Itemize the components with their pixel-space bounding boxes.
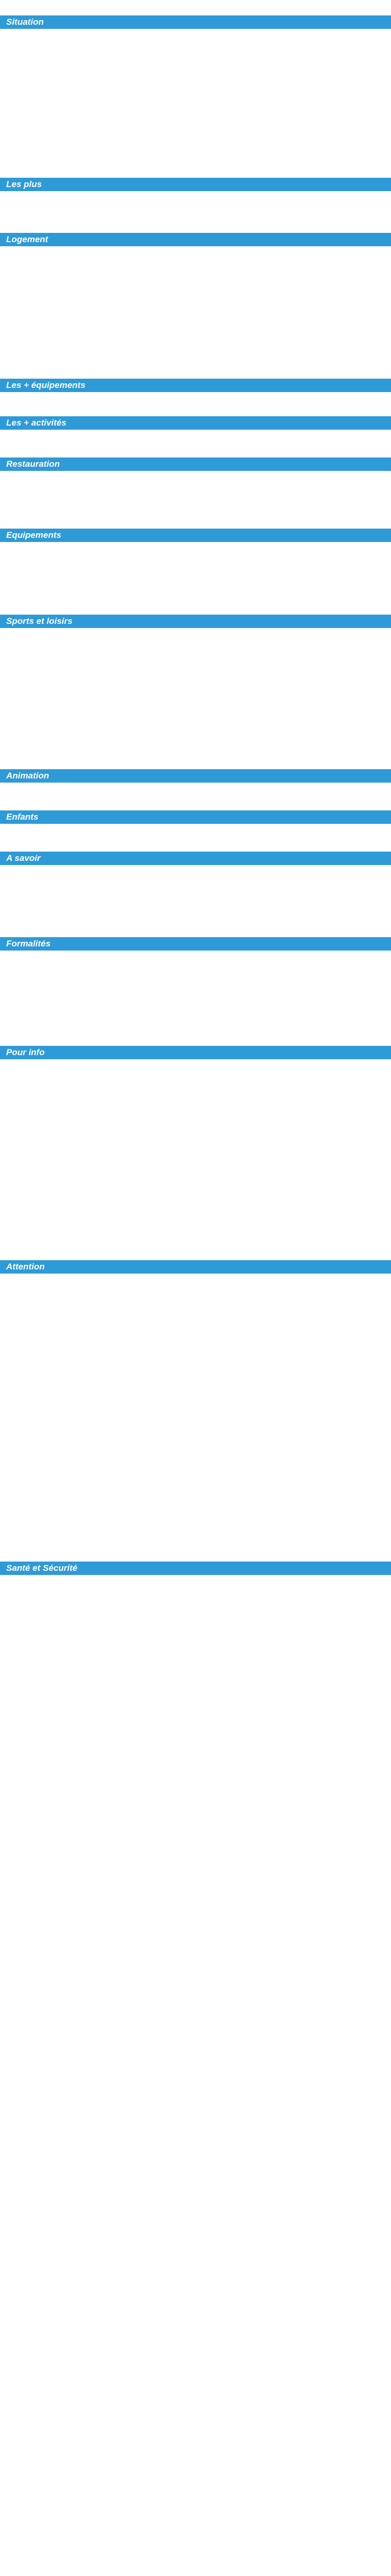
section-sante-et-securite <box>0 1562 391 1580</box>
section-title-pour-info: Pour info <box>0 1046 391 1059</box>
section-restauration <box>0 457 391 476</box>
section-body-attention <box>0 1274 391 1279</box>
section-title-enfants: Enfants <box>0 810 391 824</box>
section-title-les-plus: Les plus <box>0 178 391 191</box>
section-title-les-plus-activites: Les + activités <box>0 416 391 430</box>
section-body-les-plus-activites <box>0 430 391 435</box>
section-title-restauration: Restauration <box>0 457 391 471</box>
section-body-animation <box>0 783 391 788</box>
section-title-formalites: Formalités <box>0 937 391 951</box>
section-animation <box>0 769 391 788</box>
section-equipements <box>0 529 391 547</box>
section-body-sante-et-securite <box>0 1575 391 1580</box>
section-title-sports-et-loisirs: Sports et loisirs <box>0 615 391 628</box>
section-body-situation <box>0 29 391 34</box>
section-situation <box>0 15 391 34</box>
section-les-plus <box>0 178 391 196</box>
section-les-plus-activites <box>0 416 391 435</box>
section-title-attention: Attention <box>0 1260 391 1274</box>
section-title-a-savoir: A savoir <box>0 852 391 865</box>
section-a-savoir <box>0 852 391 870</box>
section-title-les-plus-equipements: Les + équipements <box>0 379 391 392</box>
section-title-logement: Logement <box>0 233 391 246</box>
section-body-formalites <box>0 951 391 956</box>
section-title-animation: Animation <box>0 769 391 783</box>
section-title-sante-et-securite: Santé et Sécurité <box>0 1562 391 1575</box>
section-body-les-plus-equipements <box>0 392 391 397</box>
section-body-restauration <box>0 471 391 476</box>
section-title-equipements: Equipements <box>0 529 391 542</box>
section-title-situation: Situation <box>0 15 391 29</box>
section-body-a-savoir <box>0 865 391 870</box>
section-logement <box>0 233 391 251</box>
section-body-equipements <box>0 542 391 547</box>
section-enfants <box>0 810 391 829</box>
section-formalites <box>0 937 391 956</box>
section-attention <box>0 1260 391 1279</box>
section-body-logement <box>0 246 391 251</box>
section-body-les-plus <box>0 191 391 196</box>
section-pour-info <box>0 1046 391 1064</box>
section-sports-et-loisirs <box>0 615 391 633</box>
section-body-pour-info <box>0 1059 391 1064</box>
section-les-plus-equipements <box>0 379 391 397</box>
section-body-sports-et-loisirs <box>0 628 391 633</box>
section-body-enfants <box>0 824 391 829</box>
